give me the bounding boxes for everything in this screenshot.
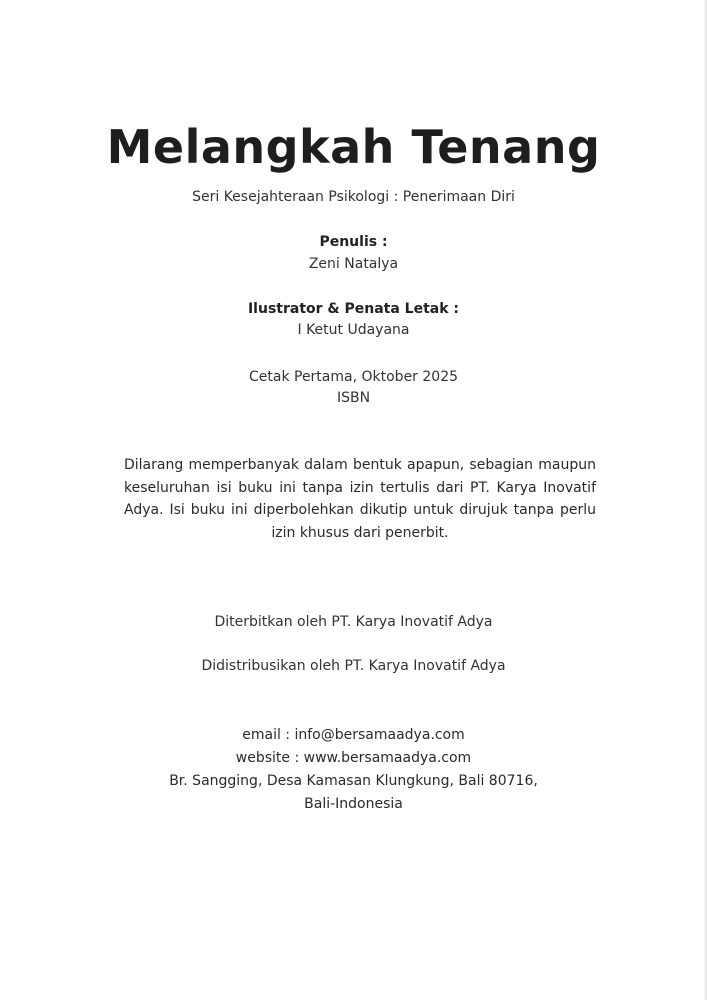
book-subtitle: Seri Kesejahteraan Psikologi : Penerimaan Diri [192,189,515,205]
contact-email: email : info@bersamaadya.com [242,727,465,743]
contact-address-line2: Bali-Indonesia [304,796,403,812]
copyright-notice: Dilarang memperbanyak dalam bentuk apapun, sebagian maupun keseluruhan isi buku ini tanpa izin tertulis dari PT. Karya Inovatif Adya. Isi buku ini diperbolehkan dikutip untuk dirujuk tanpa perlu izin khusus dari penerbit. [124,457,596,541]
page-edge-shadow [703,0,707,1000]
book-title: Melangkah Tenang [106,120,601,174]
contact-address-line1: Br. Sangging, Desa Kamasan Klungkung, Bali 80716, [169,773,538,789]
published-by: Diterbitkan oleh PT. Karya Inovatif Adya [214,614,493,630]
illustrator-name: I Ketut Udayana [297,322,410,338]
print-edition: Cetak Pertama, Oktober 2025 [248,369,459,385]
author-label: Penulis : [319,234,388,250]
author-name: Zeni Natalya [308,256,399,272]
distributed-by: Didistribusikan oleh PT. Karya Inovatif Adya [201,658,506,674]
isbn-label: ISBN [336,390,371,406]
contact-website: website : www.bersamaadya.com [235,750,472,766]
illustrator-label: Ilustrator & Penata Letak : [247,301,460,317]
